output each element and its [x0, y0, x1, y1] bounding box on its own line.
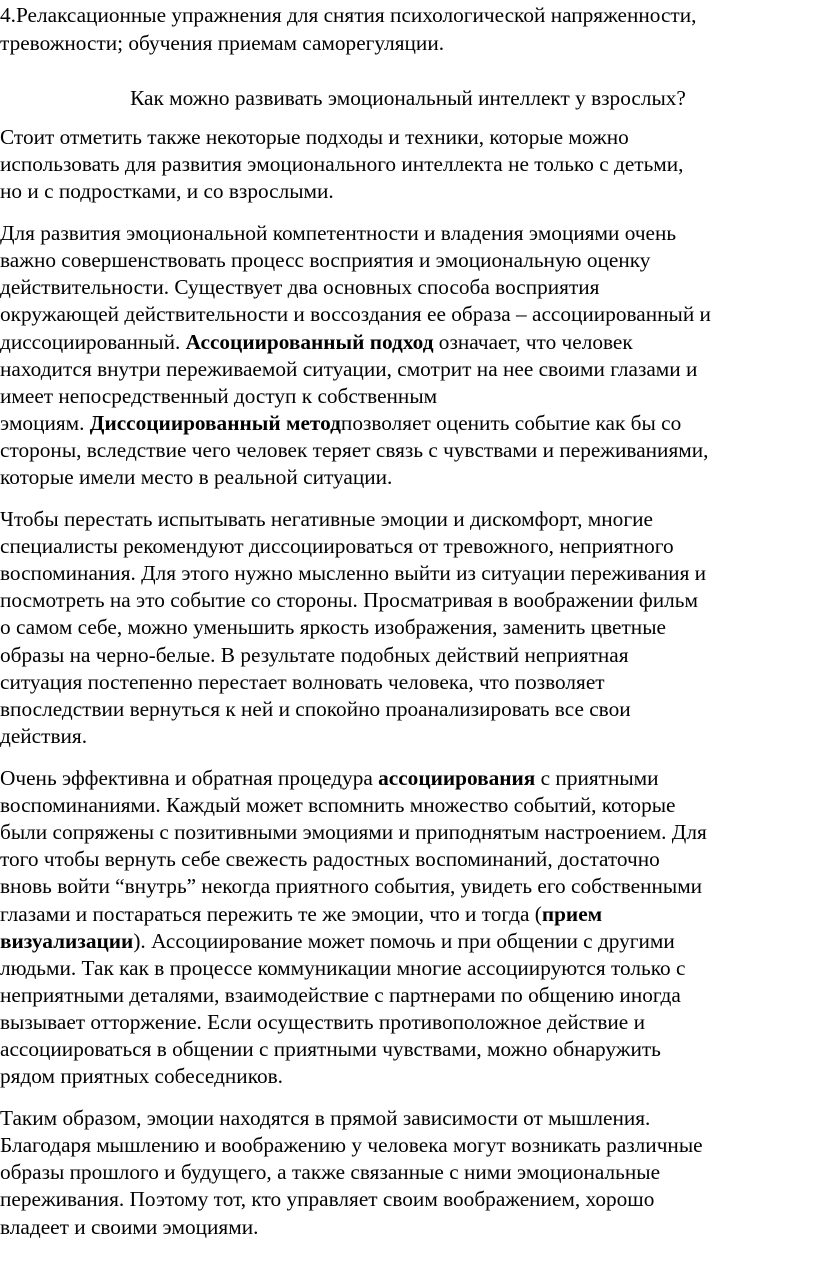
paragraph-line: владеет и своими эмоциями.	[0, 1215, 259, 1239]
paragraph-line: Чтобы перестать испытывать негативные эмоции и дискомфорт, многие	[0, 507, 653, 531]
paragraph-line: образы прошлого и будущего, а также связанные с ними эмоциональные	[0, 1160, 661, 1184]
paragraph-line: людьми. Так как в процессе коммуникации многие ассоциируются только с	[0, 956, 686, 980]
paragraph-line: специалисты рекомендуют диссоциироваться от тревожного, неприятного	[0, 534, 674, 558]
paragraph-line: впоследствии вернуться к ней и спокойно проанализировать все свои	[0, 697, 631, 721]
text-span: ). Ассоциирование может помочь и при общении с другими	[133, 929, 675, 953]
paragraph-line: стороны, вследствие чего человек теряет связь с чувствами и переживаниями,	[0, 438, 709, 462]
text-span: эмоциям.	[0, 411, 90, 435]
paragraph-line: Для развития эмоциональной компетентности и владения эмоциями очень	[0, 221, 677, 245]
section-heading: Как можно развивать эмоциональный интеллект у взрослых?	[130, 86, 686, 110]
paragraph-line	[0, 901, 602, 928]
text-span: глазами и постараться пережить те же эмоции, что и тогда (	[0, 902, 542, 926]
paragraph-line	[0, 329, 633, 356]
intro-line: тревожности; обучения приемам саморегуляции.	[0, 31, 445, 55]
paragraph-line: переживания. Поэтому тот, кто управляет своим воображением, хорошо	[0, 1187, 655, 1211]
paragraph-line: но и с подростками, и со взрослыми.	[0, 179, 334, 203]
paragraph-line: образы на черно-белые. В результате подобных действий неприятная	[0, 643, 629, 667]
paragraph-line: рядом приятных собеседников.	[0, 1064, 283, 1088]
paragraph-line	[0, 765, 659, 792]
paragraph-line: неприятными деталями, взаимодействие с партнерами по общению иногда	[0, 983, 681, 1007]
paragraph-line: Благодаря мышлению и воображению у человека могут возникать различные	[0, 1133, 703, 1157]
paragraph-line: вызывает отторжение. Если осуществить противоположное действие и	[0, 1010, 645, 1034]
paragraph-line	[0, 928, 675, 955]
text-span: позволяет оценить событие как бы со	[340, 411, 682, 435]
paragraph-line	[0, 410, 681, 437]
paragraph-line: воспоминания. Для этого нужно мысленно выйти из ситуации переживания и	[0, 561, 707, 585]
paragraph-line: того чтобы вернуть себе свежесть радостных воспоминаний, достаточно	[0, 847, 660, 871]
paragraph-line: были сопряжены с позитивными эмоциями и приподнятым настроением. Для	[0, 820, 707, 844]
paragraph-line: действия.	[0, 724, 88, 748]
bold-term-association: ассоциирования	[378, 766, 536, 790]
paragraph-line: вновь войти “внутрь” некогда приятного события, увидеть его собственными	[0, 874, 703, 898]
paragraph-line: имеет непосредственный доступ к собственным	[0, 384, 438, 408]
paragraph-line: Таким образом, эмоции находятся в прямой зависимости от мышления.	[0, 1106, 651, 1130]
paragraph-line: ситуация постепенно перестает волновать человека, что позволяет	[0, 670, 605, 694]
paragraph-line: Стоит отметить также некоторые подходы и техники, которые можно	[0, 125, 629, 149]
bold-term-dissociated-method: Диссоциированный метод	[89, 411, 341, 435]
paragraph-line: посмотреть на это событие со стороны. Просматривая в воображении фильм	[0, 588, 698, 612]
paragraph-line: находится внутри переживаемой ситуации, смотрит на нее своими глазами и	[0, 357, 698, 381]
bold-term-associated-approach: Ассоциированный подход	[185, 330, 434, 354]
bold-term-technique: прием	[541, 902, 603, 926]
intro-line: 4.Релаксационные упражнения для снятия психологической напряженности,	[0, 3, 697, 27]
paragraph-line: ассоциироваться в общении с приятными чувствами, можно обнаружить	[0, 1037, 661, 1061]
paragraph-line: важно совершенствовать процесс восприятия и эмоциональную оценку	[0, 248, 651, 272]
text-span: диссоциированный.	[0, 330, 186, 354]
paragraph-line: воспоминаниями. Каждый может вспомнить множество событий, которые	[0, 793, 676, 817]
paragraph-line: использовать для развития эмоционального интеллекта не только с детьми,	[0, 152, 684, 176]
bold-term-visualization: визуализации	[0, 929, 134, 953]
paragraph-line: действительности. Существует два основных способа восприятия	[0, 275, 600, 299]
text-span: с приятными	[535, 766, 659, 790]
paragraph-line: которые имели место в реальной ситуации.	[0, 465, 393, 489]
paragraph-line: о самом себе, можно уменьшить яркость изображения, заменить цветные	[0, 615, 666, 639]
text-span: Очень эффективна и обратная процедура	[0, 766, 379, 790]
paragraph-line: окружающей действительности и воссоздания ее образа – ассоциированный и	[0, 302, 711, 326]
text-span: означает, что человек	[433, 330, 633, 354]
